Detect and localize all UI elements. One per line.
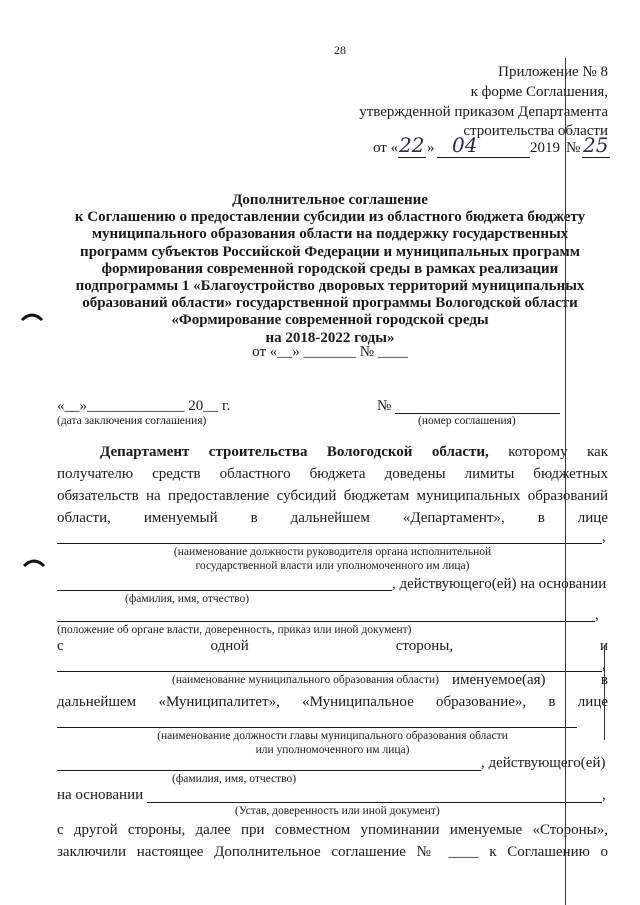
caption-fio-2: (фамилия, имя, отчество) — [172, 773, 297, 785]
subagreement-date: от «__» _______ № ____ — [252, 344, 408, 360]
day-underline — [398, 157, 426, 158]
caption-mun-head-2: или уполномоченного им лица) — [255, 744, 410, 756]
basis-prefix: на основании — [57, 787, 144, 803]
handwritten-number: 25 — [583, 133, 609, 157]
caption-basis-1: (положение об органе власти, доверенность, приказ или иной документ) — [57, 624, 412, 636]
scan-fold-line — [565, 58, 566, 905]
conclusion-date-field: «__»_____________ 20__ г. — [57, 398, 231, 414]
appendix-line-2: к форме Соглашения, — [470, 84, 608, 100]
appendix-date-quote: » — [427, 140, 435, 156]
title-line-9: на 2018-2022 годы» — [265, 329, 395, 346]
title-line-4: программ субъектов Российской Федерации и муниципальных программ — [80, 243, 580, 260]
handwritten-day: 22 — [399, 133, 425, 157]
agreement-number-sign: № — [377, 398, 392, 414]
para1-line-2: получателю средств областного бюджета доведены лимиты бюджетных — [57, 466, 608, 482]
fio-line-1 — [57, 590, 392, 591]
title-line-6: подпрограммы 1 «Благоустройство дворовых территорий муниципальных — [75, 278, 585, 295]
agreement-number-caption: (номер соглашения) — [418, 415, 516, 427]
para1-line-3: обязательств на предоставление субсидий бюджетам муниципальных образований — [57, 488, 608, 504]
appendix-year: 2019 — [530, 140, 560, 156]
para1-line-1-end: которому как — [508, 444, 608, 460]
mun-head-position-line — [57, 727, 577, 728]
caption-municipality: (наименование муниципального образования области) — [172, 674, 439, 686]
one-side-line: с одной стороны, и — [57, 638, 608, 654]
page-number: 28 — [334, 43, 346, 57]
appendix-line-3: утвержденной приказом Департамента — [359, 104, 608, 120]
conclusion-date-caption: (дата заключения соглашения) — [57, 415, 207, 427]
punch-mark-top — [20, 310, 44, 322]
para3-line-2: заключили настоящее Дополнительное соглашение № ____ к Соглашению о — [57, 844, 608, 860]
month-underline — [437, 157, 530, 158]
caption-basis-2: (Устав, доверенность или иной документ) — [235, 805, 440, 817]
handwritten-month: 04 — [452, 133, 478, 157]
punch-mark-bottom — [22, 556, 46, 568]
title-line-8: «Формирование современной городской среды — [171, 312, 489, 329]
appendix-line-1: Приложение № 8 — [498, 64, 608, 80]
basis-line-1 — [57, 621, 595, 622]
title-line-5: формирования современной городской среды в рамках реализации — [101, 260, 559, 277]
department-name: Департамент строительства Вологодской области, — [100, 444, 489, 460]
appendix-date-prefix: от « — [373, 140, 399, 156]
para1-line-4: области, именуемый в дальнейшем «Департамент», в лице — [57, 510, 608, 526]
caption-mun-head-1: (наименование должности главы муниципального образования области — [157, 730, 508, 742]
title-line-7: образований области» государственной программы Вологодской области — [82, 295, 578, 312]
para3-line-1: с другой стороны, далее при совместном упоминании именуемые «Стороны», — [57, 822, 608, 838]
named-as: именуемое(ая) в — [452, 672, 608, 688]
title-line-3: муниципального образования области на поддержку государственных — [91, 226, 569, 243]
acting-on-basis-1: , действующего(ей) на основании — [392, 576, 607, 592]
caption-head-position-1: (наименование должности руководителя органа исполнительной — [173, 546, 492, 558]
fio-line-2 — [57, 770, 481, 771]
comma-4: , — [602, 787, 606, 803]
caption-fio-1: (фамилия, имя, отчество) — [125, 593, 250, 605]
acting-on-basis-2: , действующего(ей) — [481, 755, 606, 771]
num-underline — [582, 157, 610, 158]
basis-line-2 — [147, 802, 602, 803]
title-line-2: к Соглашению о предоставлении субсидии из областного бюджета бюджету — [74, 209, 586, 226]
comma-1: , — [602, 529, 606, 545]
para2-line-2: дальнейшем «Муниципалитет», «Муниципальное образование», в лице — [57, 694, 608, 710]
para1-line-1 — [100, 444, 608, 461]
comma-2: , — [595, 607, 599, 623]
appendix-num-sign: № — [566, 140, 581, 156]
head-position-line — [57, 543, 602, 544]
scan-edge-line — [604, 645, 605, 740]
appendix-line-4: строительства области — [463, 123, 608, 139]
comma-3: , — [602, 657, 606, 673]
title-line-1: Дополнительное соглашение — [232, 192, 428, 208]
agreement-title — [30, 192, 630, 347]
agreement-number-line — [395, 413, 560, 414]
caption-head-position-2: государственной власти или уполномоченного им лица) — [195, 560, 470, 572]
